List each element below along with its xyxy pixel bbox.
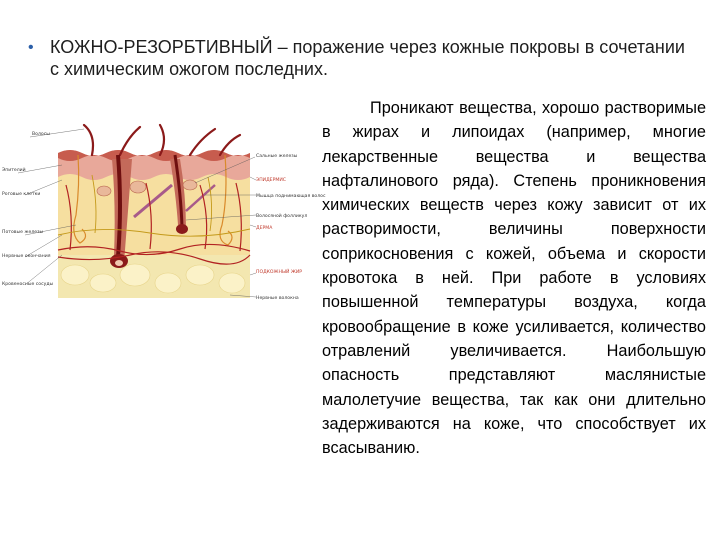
label-arrector: Мышца поднимающая волос [256, 194, 326, 199]
label-blood-vessels: Кровеносные сосуды [2, 282, 54, 287]
skin-diagram [0, 125, 326, 320]
skin-diagram-svg [0, 125, 326, 320]
label-nerve-endings: Нервные окончания [2, 254, 51, 259]
label-epithelium: Эпителий [2, 168, 26, 173]
label-subcutaneous-fat: ПОДКОЖНЫЙ ЖИР [256, 270, 303, 275]
label-nerve-fibers: Нервные волокна [256, 296, 299, 301]
bullet-icon: • [28, 39, 34, 56]
label-follicle: Волосяной фолликул [256, 214, 308, 219]
heading-text: КОЖНО-РЕЗОРБТИВНЫЙ – поражение через кожные покровы в сочетании с химическим ожогом последних. [50, 37, 685, 79]
dermis-layer [58, 173, 250, 255]
label-epidermis: ЭПИДЕРМИС [256, 178, 286, 183]
label-sebaceous: Сальные железы [256, 154, 298, 159]
label-sweat-glands: Потовые железы [2, 230, 44, 235]
label-hair: Волосы [32, 132, 50, 137]
label-horny-cells: Роговые клетки [2, 192, 41, 197]
body-paragraph: Проникают вещества, хорошо растворимые в жирах и липоидах (например, многие лекарственные вещества и вещества нафталинового ряда). Степень проникновения химических веществ через кожу зависит от их растворимости, величины поверхности соприкосновения с кожей, объема и скорости кровотока в ней. При работе в условиях повышенной температуры воздуха, когда кровообращение в коже усиливается, количество отравлений увеличивается. Наибольшую опасность представляют маслянистые малолетучие вещества, так как они длительно задерживаются на коже, что способствует их всасыванию. [322, 99, 706, 458]
label-dermis: ДЕРМА [256, 226, 273, 231]
